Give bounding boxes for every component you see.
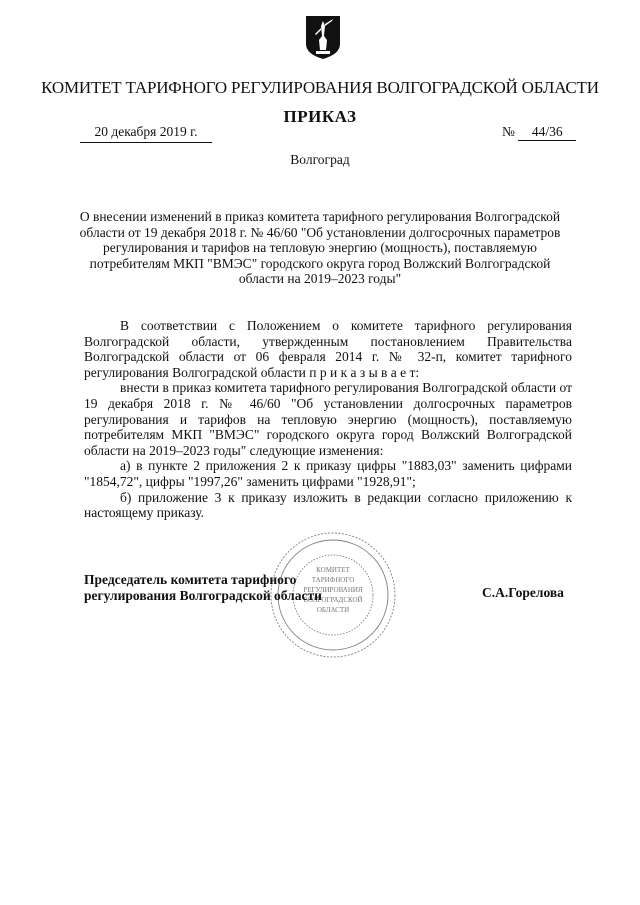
- decision-paragraph: внести в приказ комитета тарифного регулирования Волгоградской области от 19 декабря 2018 г. № 46/60 "Об установлении долгосрочных параметров регулирования и тарифов на тепловую энергию (мощность), поставляемую потребителям МКП "ВМЭС" городского округа город Волжский Волгоградской области на 2019–2023 годы" следующие изменения:: [84, 380, 572, 458]
- subject-line: О внесении изменений в приказ комитета тарифного регулирования Волгоградской: [79, 209, 561, 224]
- subject-line: области от 19 декабря 2018 г. № 46/60 "Об установлении долгосрочных параметров: [79, 224, 561, 240]
- item-a-paragraph: а) в пункте 2 приложения 2 к приказу цифры "1883,03" заменить цифрами "1854,72", цифры "1997,26" заменить цифрами "1928,91";: [84, 458, 572, 489]
- document-subject: [0, 209, 640, 287]
- signatory-position: [84, 572, 322, 603]
- seal-text-line: ОБЛАСТИ: [316, 606, 350, 614]
- position-line: регулирования Волгоградской области: [84, 587, 322, 603]
- document-date: 20 декабря 2019 г.: [80, 124, 212, 143]
- seal-text-line: РЕГУЛИРОВАНИЯ: [303, 586, 363, 594]
- number-sign: №: [502, 124, 515, 139]
- preamble-paragraph: В соответствии с Положением о комитете тарифного регулирования Волгоградской области, утвержденным постановлением Правительства Волгоградской области от 06 февраля 2014 г. № 32-п, комитет тарифного регулирования Волгоградской области п р и к а з ы в а е т:: [84, 318, 572, 380]
- coat-of-arms-emblem: [304, 14, 342, 60]
- seal-text-line: ВОЛГОГРАДСКОЙ: [303, 596, 363, 604]
- organization-name: КОМИТЕТ ТАРИФНОГО РЕГУЛИРОВАНИЯ ВОЛГОГРАДСКОЙ ОБЛАСТИ: [41, 78, 599, 97]
- city: Волгоград: [290, 152, 350, 167]
- document-type: ПРИКАЗ: [283, 107, 357, 126]
- number-value: 44/36: [518, 124, 576, 141]
- seal-text-line: КОМИТЕТ: [316, 566, 350, 574]
- seal-text-line: ТАРИФНОГО: [311, 576, 355, 584]
- subject-line: области на 2019–2023 годы": [238, 271, 402, 286]
- position-line: Председатель комитета тарифного: [84, 572, 297, 587]
- subject-line: регулирования и тарифов на тепловую энергию (мощность), поставляемую: [103, 240, 537, 255]
- item-b-paragraph: б) приложение 3 к приказу изложить в редакции согласно приложению к настоящему приказу.: [84, 489, 572, 521]
- body-text: [84, 318, 572, 521]
- subject-line: потребителям МКП "ВМЭС" городского округа город Волжский Волгоградской: [89, 255, 551, 271]
- document-number: [502, 124, 576, 141]
- signatory-name: С.А.Горелова: [482, 585, 564, 600]
